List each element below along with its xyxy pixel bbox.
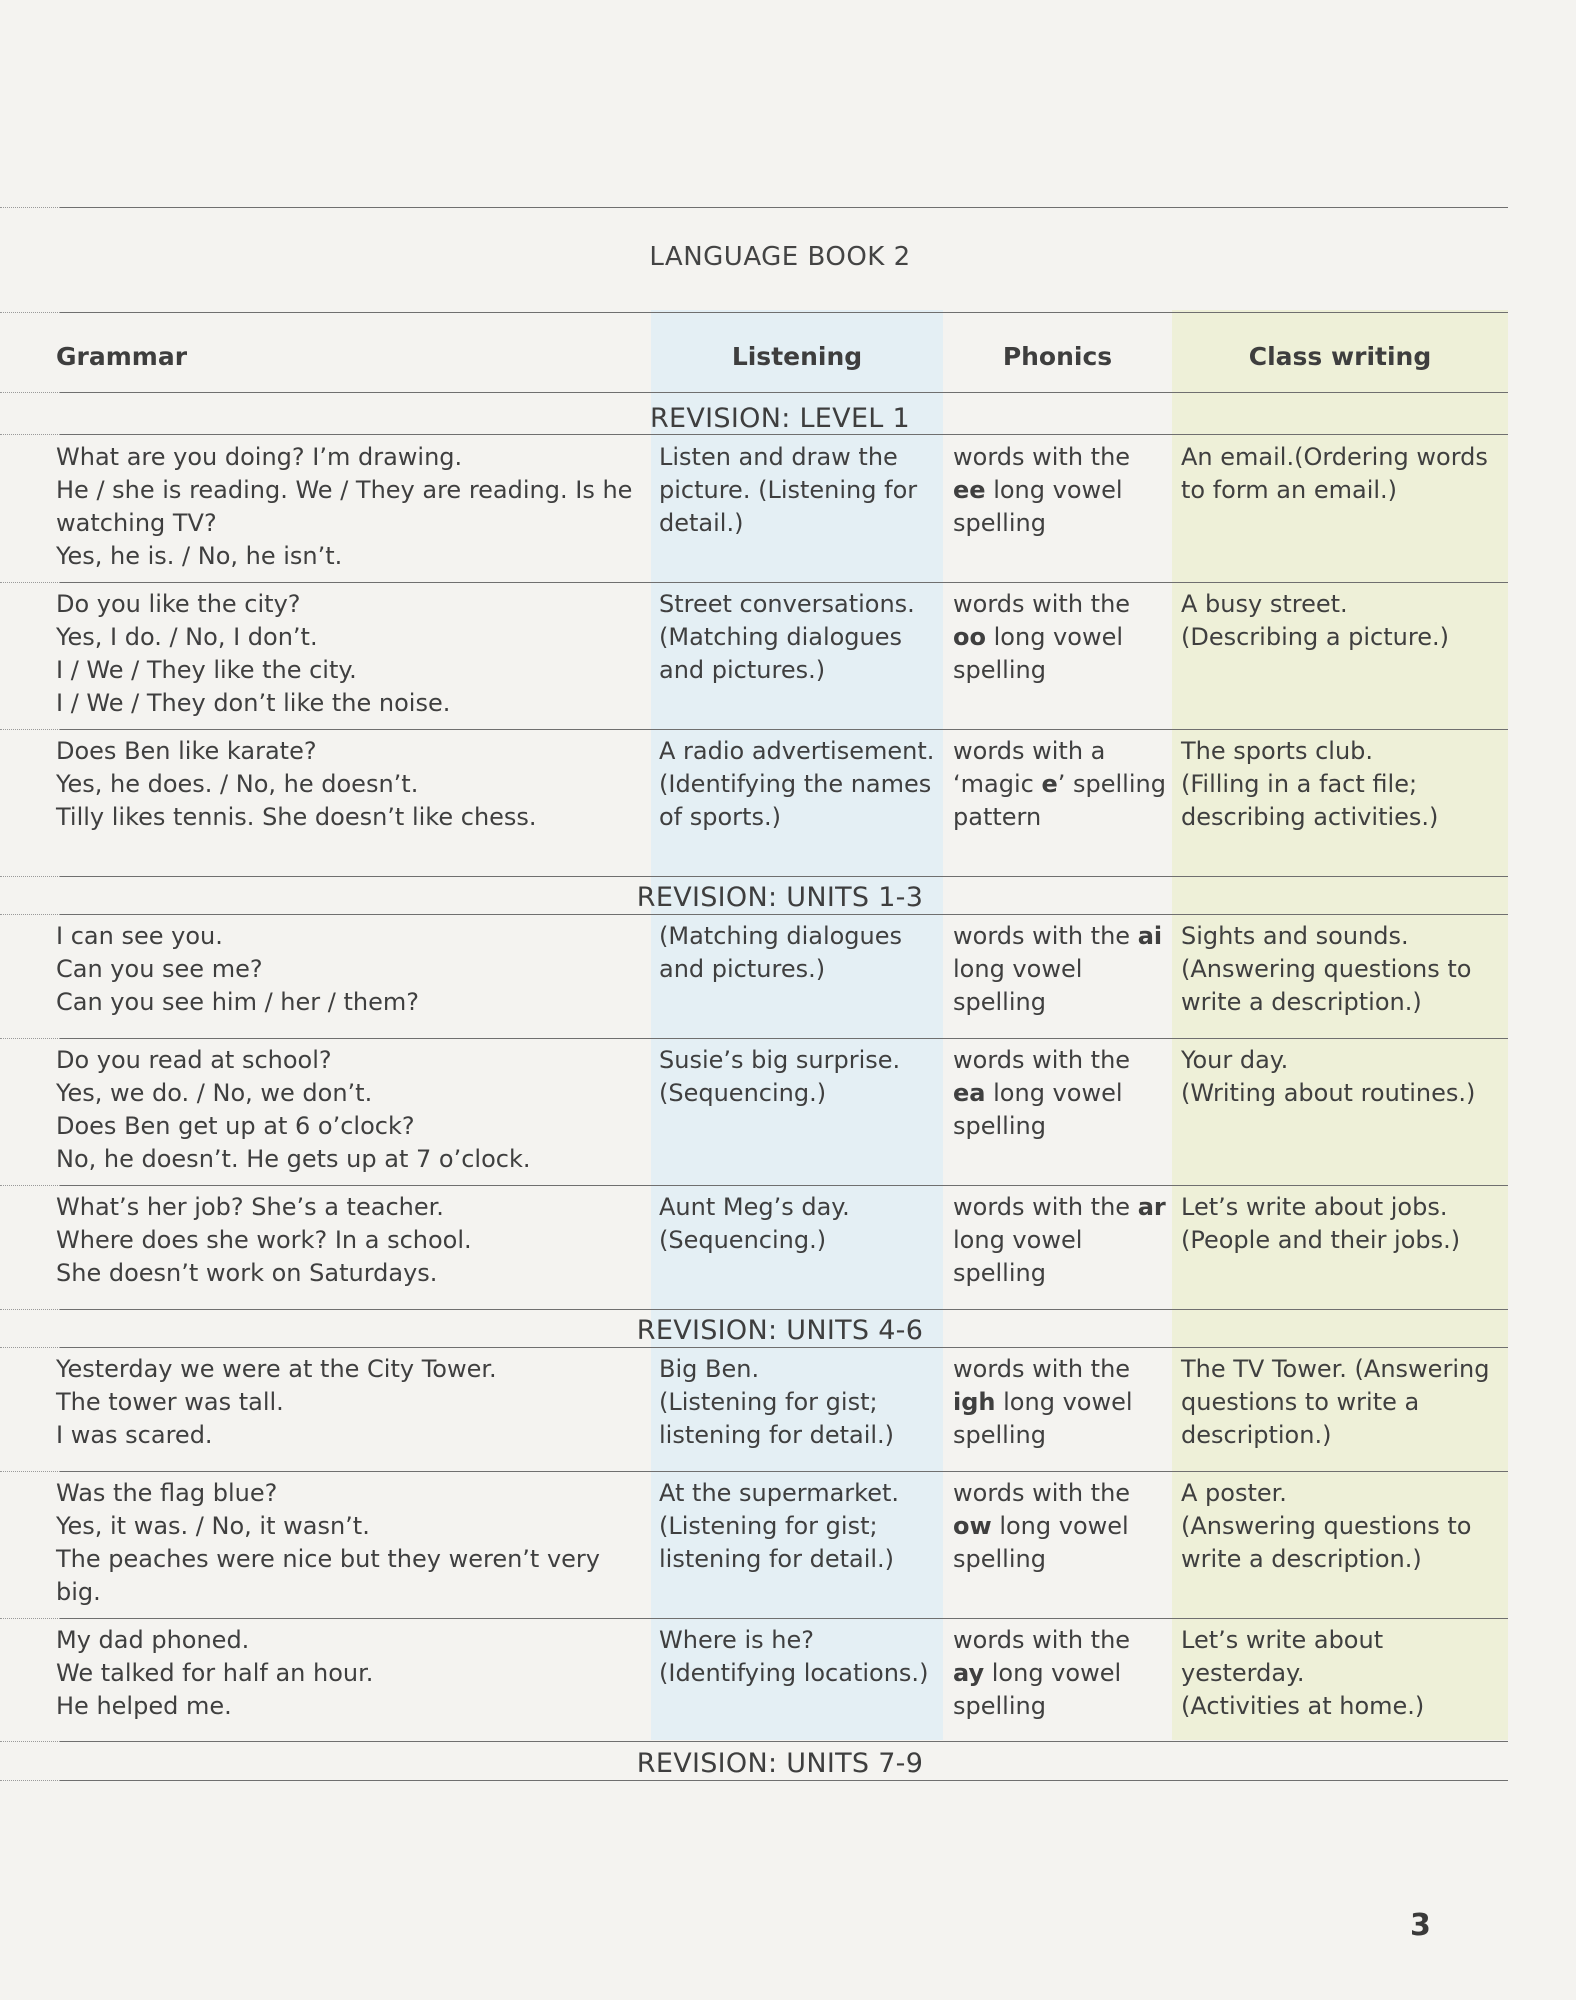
grammar-cell: I can see you. Can you see me? Can you see him / her / them? xyxy=(56,922,419,1016)
listening-cell: Listen and draw the picture. (Listening for detail.) xyxy=(659,443,918,537)
row-rule xyxy=(60,1038,1508,1039)
phonics-key-letters: ay xyxy=(953,1659,985,1687)
margin-dots xyxy=(0,392,60,393)
row-rule xyxy=(60,1185,1508,1186)
phonics-text: words with the xyxy=(953,1479,1131,1507)
phonics-key-letters: ar xyxy=(1137,1193,1166,1221)
phonics-text: long vowel spelling xyxy=(953,1226,1083,1287)
phonics-text: words with the xyxy=(953,1193,1131,1221)
phonics-text: words with the xyxy=(953,443,1131,471)
listening-cell: Aunt Meg’s day. (Sequencing.) xyxy=(659,1193,850,1254)
class-writing-cell: Your day. (Writing about routines.) xyxy=(1181,1046,1476,1107)
phonics-key-letters: ee xyxy=(953,476,986,504)
row-rule xyxy=(60,1618,1508,1619)
margin-dots xyxy=(0,1038,60,1039)
book-title: LANGUAGE BOOK 2 xyxy=(649,242,911,272)
phonics-text: long vowel spelling xyxy=(953,1512,1129,1573)
page-number: 3 xyxy=(1410,1908,1431,1943)
row-rule xyxy=(60,1471,1508,1472)
revision-label: REVISION: UNITS 4-6 xyxy=(636,1315,924,1346)
listening-cell: Susie’s big surprise. (Sequencing.) xyxy=(659,1046,901,1107)
phonics-key-letters: e xyxy=(1041,770,1058,798)
margin-dots xyxy=(0,1618,60,1619)
phonics-text: long vowel spelling xyxy=(953,1388,1133,1449)
margin-dots xyxy=(0,729,60,730)
phonics-cell xyxy=(953,920,1168,1019)
phonics-cell xyxy=(953,1477,1168,1576)
margin-dots xyxy=(0,1185,60,1186)
margin-dots xyxy=(0,207,60,208)
header-phonics: Phonics xyxy=(1002,342,1113,371)
row-rule xyxy=(60,729,1508,730)
header-listening: Listening xyxy=(731,342,863,371)
phonics-cell xyxy=(953,588,1168,687)
margin-dots xyxy=(0,876,60,877)
phonics-key-letters: ea xyxy=(953,1079,986,1107)
phonics-text: long vowel spelling xyxy=(953,1659,1122,1720)
grammar-cell: Do you read at school? Yes, we do. / No, we don’t. Does Ben get up at 6 o’clock? No, he doesn’t. He gets up at 7 o’clock. xyxy=(56,1046,531,1173)
margin-dots xyxy=(0,434,60,435)
row-rule xyxy=(60,1741,1508,1742)
header-top-rule xyxy=(60,312,1508,313)
revision-label: REVISION: UNITS 7-9 xyxy=(636,1748,924,1779)
phonics-text: words with the xyxy=(953,1626,1131,1654)
margin-dots xyxy=(0,1471,60,1472)
header-class-writing: Class writing xyxy=(1248,342,1432,371)
revision-label: REVISION: LEVEL 1 xyxy=(649,403,911,434)
grammar-cell: What are you doing? I’m drawing. He / she is reading. We / They are reading. Is he watching TV? Yes, he is. / No, he isn’t. xyxy=(56,443,633,570)
phonics-text: long vowel spelling xyxy=(953,1079,1123,1140)
margin-dots xyxy=(0,1347,60,1348)
grammar-cell: My dad phoned. We talked for half an hour. He helped me. xyxy=(56,1626,374,1720)
phonics-text: long vowel spelling xyxy=(953,623,1123,684)
phonics-cell xyxy=(953,1191,1168,1290)
grammar-cell: What’s her job? She’s a teacher. Where does she work? In a school. She doesn’t work on Saturdays. xyxy=(56,1193,472,1287)
phonics-text: words with a ‘magic xyxy=(953,737,1106,798)
phonics-text: words with the xyxy=(953,922,1131,950)
margin-dots xyxy=(0,582,60,583)
phonics-cell xyxy=(953,441,1168,540)
phonics-cell xyxy=(953,1624,1168,1723)
section-rule xyxy=(60,434,1508,435)
grammar-cell: Do you like the city? Yes, I do. / No, I don’t. I / We / They like the city. I / We / They don’t like the noise. xyxy=(56,590,451,717)
phonics-cell xyxy=(953,1044,1168,1143)
top-rule xyxy=(60,207,1508,208)
grammar-cell: Does Ben like karate? Yes, he does. / No, he doesn’t. Tilly likes tennis. She doesn’t like chess. xyxy=(56,737,537,831)
listening-cell: Street conversations. (Matching dialogues and pictures.) xyxy=(659,590,915,684)
class-writing-cell: A poster. (Answering questions to write a description.) xyxy=(1181,1479,1472,1573)
phonics-text: words with the xyxy=(953,1355,1131,1383)
phonics-text: long vowel spelling xyxy=(953,955,1083,1016)
phonics-key-letters: ow xyxy=(953,1512,992,1540)
row-rule xyxy=(60,582,1508,583)
phonics-text: words with the xyxy=(953,1046,1131,1074)
phonics-text: long vowel spelling xyxy=(953,476,1123,537)
class-writing-cell: The sports club. (Filling in a fact file; describing activities.) xyxy=(1181,737,1439,831)
listening-cell: Where is he? (Identifying locations.) xyxy=(659,1626,929,1687)
header-grammar: Grammar xyxy=(56,342,188,371)
margin-dots xyxy=(0,1741,60,1742)
class-writing-cell: The TV Tower. (Answering questions to write a description.) xyxy=(1181,1355,1490,1449)
class-writing-cell: An email.(Ordering words to form an email.) xyxy=(1181,443,1488,504)
bottom-rule xyxy=(60,1780,1508,1781)
grammar-cell: Yesterday we were at the City Tower. The tower was tall. I was scared. xyxy=(56,1355,497,1449)
margin-dots xyxy=(0,1309,60,1310)
phonics-key-letters: ai xyxy=(1137,922,1163,950)
phonics-text: words with the xyxy=(953,590,1131,618)
phonics-cell xyxy=(953,735,1168,834)
phonics-cell xyxy=(953,1353,1168,1452)
row-rule xyxy=(60,1309,1508,1310)
listening-cell: Big Ben. (Listening for gist; listening for detail.) xyxy=(659,1355,895,1449)
margin-dots xyxy=(0,312,60,313)
revision-label: REVISION: UNITS 1-3 xyxy=(636,882,924,913)
class-writing-cell: Let’s write about yesterday. (Activities at home.) xyxy=(1181,1626,1425,1720)
class-writing-cell: A busy street. (Describing a picture.) xyxy=(1181,590,1449,651)
grammar-cell: Was the flag blue? Yes, it was. / No, it wasn’t. The peaches were nice but they weren’t very big. xyxy=(56,1479,600,1606)
section-rule xyxy=(60,1347,1508,1348)
header-bottom-rule xyxy=(60,392,1508,393)
listening-cell: (Matching dialogues and pictures.) xyxy=(659,922,903,983)
listening-cell: A radio advertisement. (Identifying the names of sports.) xyxy=(659,737,935,831)
class-writing-cell: Let’s write about jobs. (People and their jobs.) xyxy=(1181,1193,1461,1254)
section-rule xyxy=(60,914,1508,915)
margin-dots xyxy=(0,1780,60,1781)
phonics-text: ’ spelling pattern xyxy=(953,770,1166,831)
row-rule xyxy=(60,876,1508,877)
phonics-key-letters: igh xyxy=(953,1388,996,1416)
listening-cell: At the supermarket. (Listening for gist; listening for detail.) xyxy=(659,1479,900,1573)
class-writing-cell: Sights and sounds. (Answering questions to write a description.) xyxy=(1181,922,1472,1016)
margin-dots xyxy=(0,914,60,915)
phonics-key-letters: oo xyxy=(953,623,986,651)
